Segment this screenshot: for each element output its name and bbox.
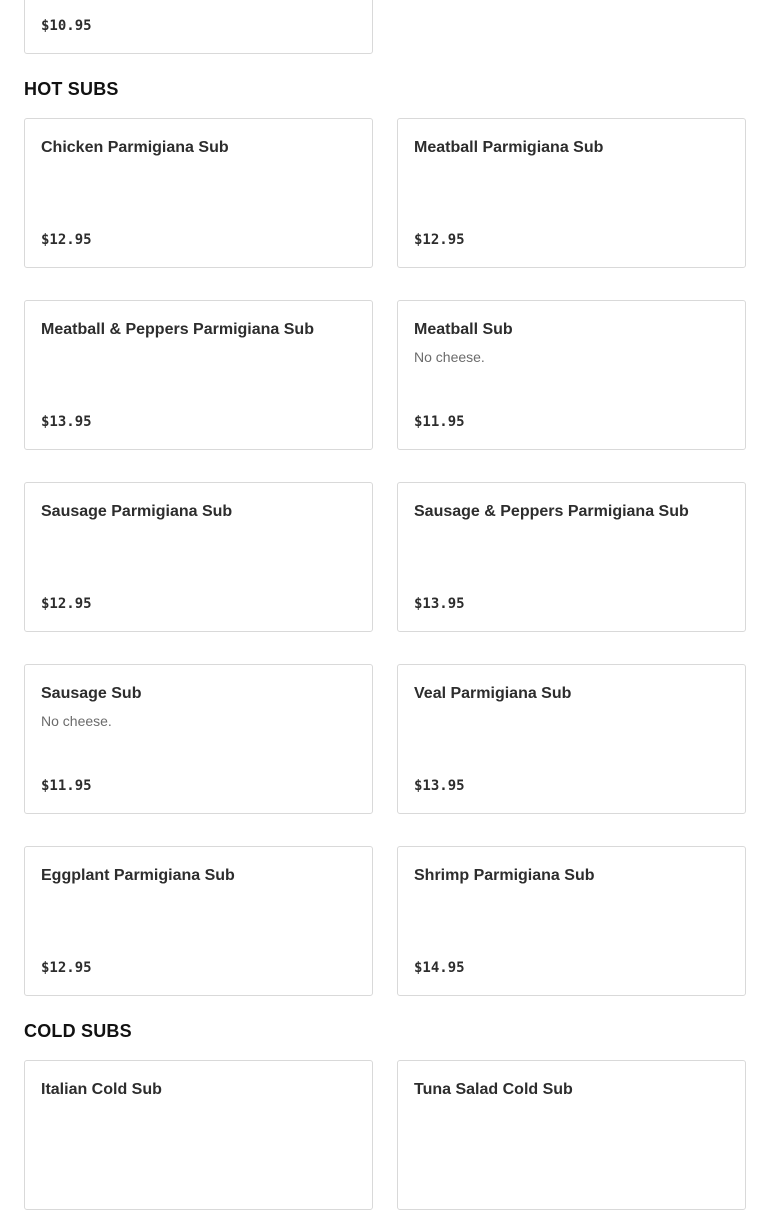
item-name: Meatball Sub <box>414 321 513 338</box>
item-price: $12.95 <box>41 596 92 612</box>
item-price: $12.95 <box>414 232 465 248</box>
item-name: Sausage & Peppers Parmigiana Sub <box>414 503 689 520</box>
item-description: No cheese. <box>41 713 112 729</box>
menu-item-card[interactable] <box>397 482 746 632</box>
menu-item-card[interactable] <box>24 846 373 996</box>
item-price: $11.95 <box>41 778 92 794</box>
item-name: Meatball & Peppers Parmigiana Sub <box>41 321 314 338</box>
menu-item-card[interactable] <box>397 300 746 450</box>
menu-item-card[interactable] <box>24 118 373 268</box>
item-price: $13.95 <box>41 414 92 430</box>
menu-item-card[interactable] <box>24 482 373 632</box>
item-name: Chicken Parmigiana Sub <box>41 139 229 156</box>
item-name: Veal Parmigiana Sub <box>414 685 572 702</box>
item-price: $13.95 <box>414 778 465 794</box>
item-price: $12.95 <box>41 960 92 976</box>
section-title-hot-subs: HOT SUBS <box>24 79 119 99</box>
item-price: $13.95 <box>414 596 465 612</box>
item-description: No cheese. <box>414 349 485 365</box>
item-name: Shrimp Parmigiana Sub <box>414 867 595 884</box>
menu-item-card[interactable] <box>397 846 746 996</box>
menu-item-card[interactable] <box>397 118 746 268</box>
menu-item-card[interactable] <box>24 0 373 54</box>
item-price: $14.95 <box>414 960 465 976</box>
menu-item-card[interactable] <box>24 1060 373 1210</box>
section-title-cold-subs: COLD SUBS <box>24 1021 132 1041</box>
item-name: Italian Cold Sub <box>41 1081 162 1098</box>
menu-item-card[interactable] <box>24 300 373 450</box>
item-name: Meatball Parmigiana Sub <box>414 139 604 156</box>
menu-item-card[interactable] <box>24 664 373 814</box>
item-price: $10.95 <box>41 18 92 34</box>
item-price: $11.95 <box>414 414 465 430</box>
item-price: $12.95 <box>41 232 92 248</box>
item-name: Sausage Sub <box>41 685 142 702</box>
item-name: Eggplant Parmigiana Sub <box>41 867 235 884</box>
item-name: Tuna Salad Cold Sub <box>414 1081 573 1098</box>
menu-item-card[interactable] <box>397 664 746 814</box>
item-name: Sausage Parmigiana Sub <box>41 503 233 520</box>
menu-item-card[interactable] <box>397 1060 746 1210</box>
